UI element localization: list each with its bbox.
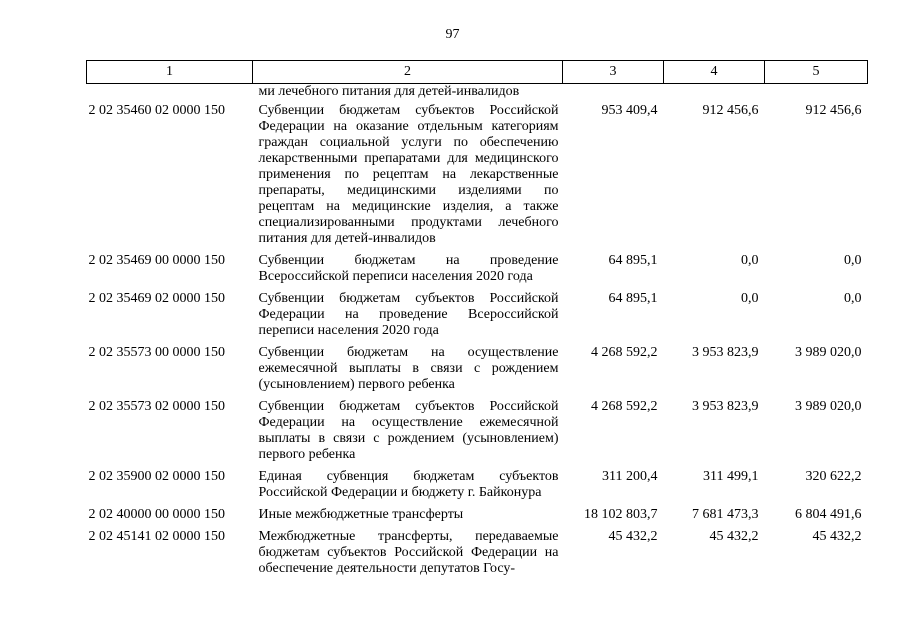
table-row — [87, 469, 868, 507]
amount-col4: 0,0 — [741, 253, 759, 268]
amount-col5: 6 804 491,6 — [795, 507, 862, 522]
amount-col4: 45 432,2 — [709, 529, 759, 544]
table-row — [87, 345, 868, 399]
table-row — [87, 399, 868, 469]
amount-col3 — [563, 84, 664, 104]
table-row — [87, 507, 868, 529]
column-header-5: 5 — [765, 61, 868, 84]
budget-code — [87, 84, 253, 104]
item-name: Иные межбюджетные трансферты — [258, 507, 464, 522]
budget-code: 2 02 35900 02 0000 150 — [88, 469, 225, 484]
amount-col3: 953 409,4 — [601, 103, 658, 118]
amount-col3: 64 895,1 — [608, 253, 658, 268]
table-row — [87, 291, 868, 345]
table-row — [87, 253, 868, 291]
budget-code: 2 02 35573 02 0000 150 — [88, 399, 225, 414]
column-header-3: 3 — [563, 61, 664, 84]
table-row — [87, 529, 868, 583]
page-number: 97 — [445, 27, 460, 42]
amount-col5: 0,0 — [844, 291, 862, 306]
column-header-4: 4 — [664, 61, 765, 84]
amount-col5: 320 622,2 — [805, 469, 862, 484]
amount-col5 — [765, 84, 868, 104]
amount-col4 — [664, 84, 765, 104]
budget-code: 2 02 45141 02 0000 150 — [88, 529, 225, 544]
amount-col5: 0,0 — [844, 253, 862, 268]
amount-col4: 7 681 473,3 — [692, 507, 759, 522]
budget-table — [86, 60, 868, 583]
item-name: Субвенции бюджетам субъектов Российской Федерации на осуществление ежемесячной выплаты в связи с рождением (усыновлением) первого ребенка — [258, 399, 559, 462]
amount-col3: 18 102 803,7 — [584, 507, 658, 522]
amount-col4: 311 499,1 — [703, 469, 759, 484]
amount-col4: 912 456,6 — [702, 103, 759, 118]
column-header-1: 1 — [87, 61, 253, 84]
item-name: Межбюджетные трансферты, передаваемые бюджетам субъектов Российской Федерации на обеспечение деятельности депутатов Госу- — [258, 529, 559, 576]
amount-col4: 3 953 823,9 — [692, 399, 759, 414]
budget-code: 2 02 35469 02 0000 150 — [88, 291, 225, 306]
amount-col4: 3 953 823,9 — [692, 345, 759, 360]
amount-col5: 3 989 020,0 — [795, 399, 862, 414]
item-name: Единая субвенция бюджетам субъектов Российской Федерации и бюджету г. Байконура — [258, 469, 559, 500]
amount-col3: 45 432,2 — [608, 529, 658, 544]
amount-col3: 4 268 592,2 — [591, 345, 658, 360]
amount-col5: 45 432,2 — [812, 529, 862, 544]
item-name: Субвенции бюджетам на проведение Всероссийской переписи населения 2020 года — [258, 253, 559, 284]
amount-col5: 3 989 020,0 — [795, 345, 862, 360]
amount-col3: 4 268 592,2 — [591, 399, 658, 414]
item-name: Субвенции бюджетам субъектов Российской Федерации на проведение Всероссийской переписи населения 2020 года — [258, 291, 559, 338]
budget-code: 2 02 35573 00 0000 150 — [88, 345, 225, 360]
item-name: Субвенции бюджетам субъектов Российской Федерации на оказание отдельным категориям граждан социальной услуги по обеспечению лекарственными препаратами для медицинского применения по рецептам на лекарственные препараты, медицинскими изделиями по рецептам на медицинские изделия, а также специализированными продуктами лечебного питания для детей-инвалидов — [258, 103, 559, 246]
amount-col4: 0,0 — [741, 291, 759, 306]
column-header-2: 2 — [253, 61, 563, 84]
amount-col3: 64 895,1 — [608, 291, 658, 306]
budget-code: 2 02 35460 02 0000 150 — [88, 103, 225, 118]
table-row — [87, 103, 868, 253]
table-row — [87, 84, 868, 104]
item-name: ми лечебного питания для детей-инвалидов — [258, 84, 520, 99]
budget-code: 2 02 40000 00 0000 150 — [88, 507, 225, 522]
item-name: Субвенции бюджетам на осуществление ежемесячной выплаты в связи с рождением (усыновлением) первого ребенка — [258, 345, 559, 392]
table-header — [87, 61, 868, 84]
amount-col5: 912 456,6 — [805, 103, 862, 118]
budget-code: 2 02 35469 00 0000 150 — [88, 253, 225, 268]
amount-col3: 311 200,4 — [602, 469, 658, 484]
